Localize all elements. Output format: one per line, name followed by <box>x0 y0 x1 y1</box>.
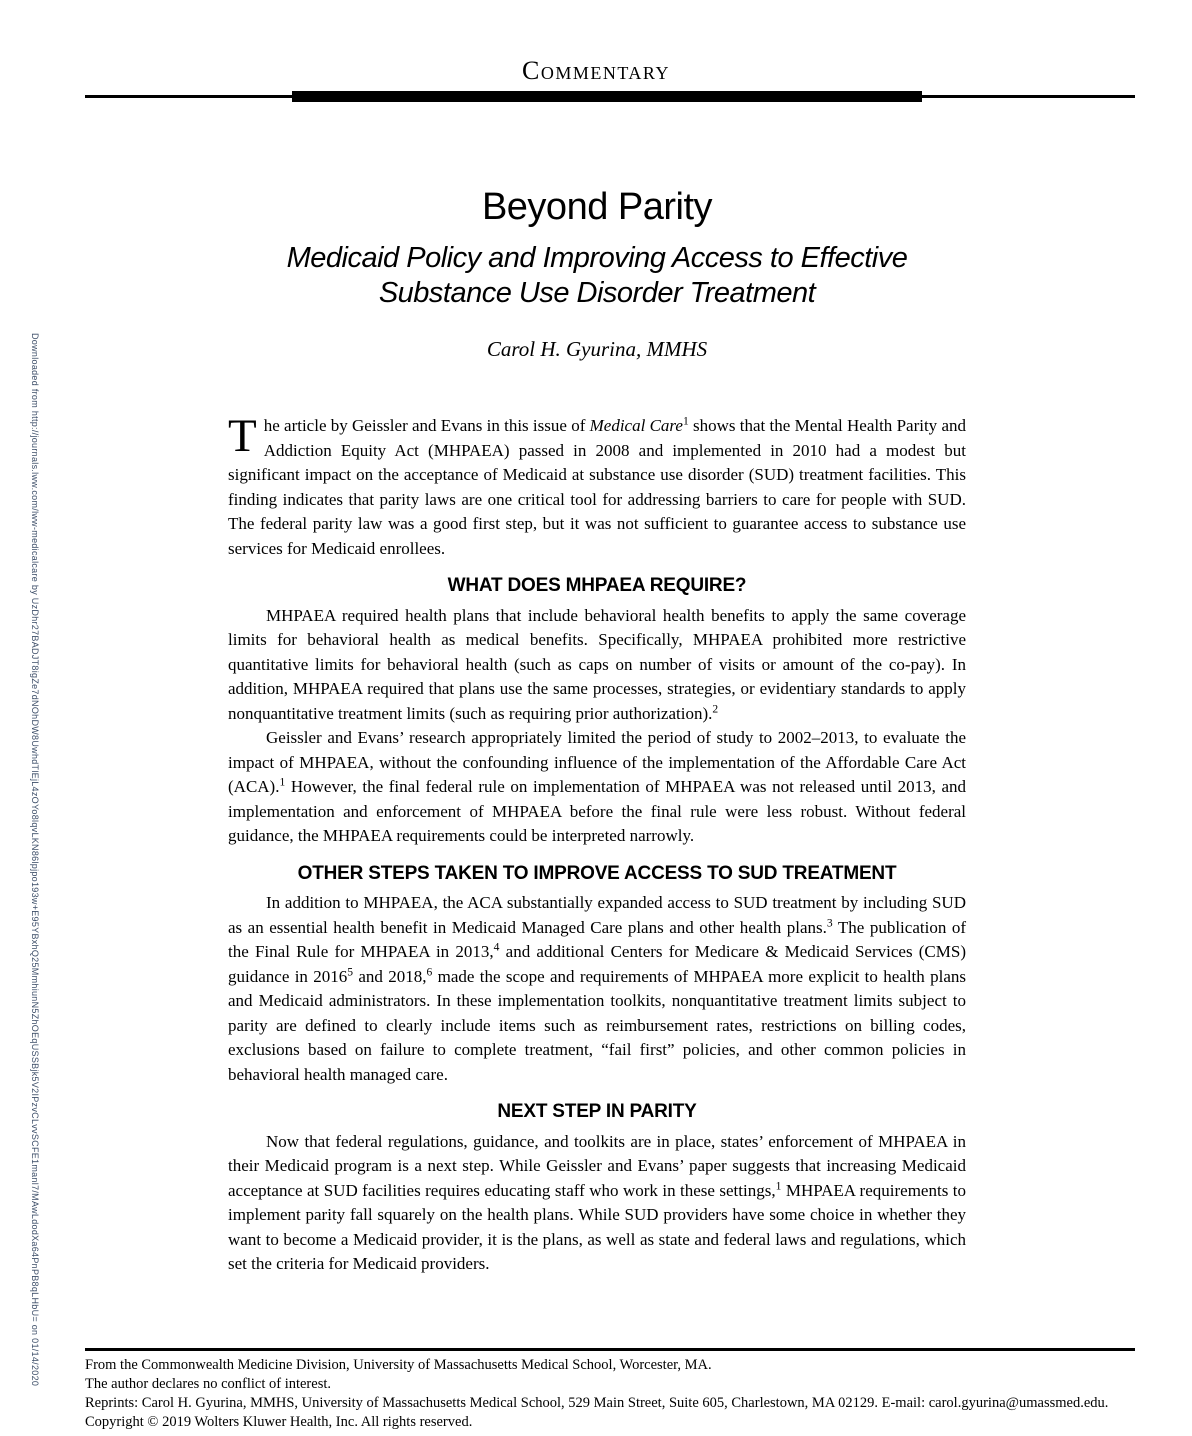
header-rule <box>85 91 1135 102</box>
reference-superscript: 1 <box>279 775 286 789</box>
text-run: In addition to MHPAEA, the ACA substantially expanded access to SUD treatment by including SUD as an essential health benefit in Medicaid Managed Care plans and other health plans. <box>228 893 966 937</box>
reference-superscript: 4 <box>493 940 500 954</box>
reference-superscript: 1 <box>775 1178 782 1192</box>
text-run: Now that federal regulations, guidance, and toolkits are in place, states’ enforcement of MHPAEA in their Medicaid program is a next step. While Geissler and Evans’ paper suggests that increasing Medicaid acceptance at SUD facilities requires educating staff who work in these settings, <box>228 1131 966 1200</box>
italic-text: Medical Care <box>589 416 683 435</box>
footnote-line: From the Commonwealth Medicine Division, University of Massachusetts Medical School, Worcester, MA. <box>85 1357 712 1373</box>
text-run: MHPAEA required health plans that include behavioral health benefits to apply the same coverage limits for behavioral health as medical benefits. Specifically, MHPAEA prohibited more restrictive quantitative limits for behavioral health (such as caps on number of visits or amount of the co-pay). In addition, MHPAEA required that plans use the same processes, strategies, or evidentiary standards to apply nonquantitative treatment limits (such as requiring prior authorization). <box>228 605 966 723</box>
text-run: Geissler and Evans’ research appropriately limited the period of study to 2002–2013, to evaluate the impact of MHPAEA, without the confounding influence of the implementation of the Affordable Care Act (ACA). <box>228 728 966 796</box>
drop-cap: T <box>228 410 257 462</box>
footnote-line: The author declares no conflict of interest. <box>85 1376 331 1392</box>
article-title: Beyond Parity <box>481 186 713 228</box>
download-watermark: Downloaded from http://journals.lww.com/lww-medicalcare by UzDhr27BADJT8igZe7dNOhDW8UwhdTlEjL4zOYo8lqvLKN86lpjpo193w+E95YBxhQ25MmhiunN5ZhOEqUSSBjk5V2IPzvCLvvSCFE1manl7/MAwLdodXa64PnPB8qLHbU= on 01/14/2020 <box>30 333 40 1387</box>
paragraph <box>228 891 966 1087</box>
reference-superscript: 6 <box>426 964 433 978</box>
article-subtitle-line-1: Medicaid Policy and Improving Access to Effective <box>286 242 908 274</box>
footnote-rule <box>85 1348 1135 1351</box>
section-heading: WHAT DOES MHPAEA REQUIRE? <box>447 575 747 596</box>
article-subtitle <box>228 241 966 311</box>
text-run: The publication of the Final Rule for MHPAEA in 2013, <box>228 917 966 961</box>
text-run: and 2018, <box>353 966 427 986</box>
section-heading: NEXT STEP IN PARITY <box>497 1101 697 1122</box>
reference-superscript: 2 <box>712 701 719 715</box>
article-body <box>228 410 966 1277</box>
article-column <box>228 186 966 1277</box>
paragraph <box>228 604 966 727</box>
text-run: and additional Centers for Medicare & Medicaid Services (CMS) guidance in 2016 <box>228 942 966 986</box>
text-run: However, the final federal rule on implementation of MHPAEA was not released until 2013, and implementation and enforcement of MHPAEA before the final rule were less robust. Without federal guidance, the MHPAEA requirements could be interpreted narrowly. <box>228 777 966 845</box>
footnote-line: Reprints: Carol H. Gyurina, MMHS, University of Massachusetts Medical School, 529 Main Street, Suite 605, Charlestown, MA 02129. E-mail: carol.gyurina@umassmed.edu. <box>85 1395 1109 1411</box>
running-head-category: COMMENTARY <box>522 56 670 85</box>
author-name: Carol H. Gyurina, MMHS <box>486 337 708 361</box>
footnote-line: Copyright © 2019 Wolters Kluwer Health, Inc. All rights reserved. <box>85 1414 473 1430</box>
footnotes <box>85 1356 1135 1432</box>
text-run: shows that the Mental Health Parity and Addiction Equity Act (MHPAEA) passed in 2008 and implemented in 2010 had a modest but significant impact on the acceptance of Medicaid at substance use disorder (SUD) treatment facilities. This finding indicates that parity laws are one critical tool for addressing barriers to care for people with SUD. The federal parity law was a good first step, but it was not sufficient to guarantee access to substance use services for Medicaid enrollees. <box>228 416 966 558</box>
text-run: made the scope and requirements of MHPAEA more explicit to health plans and Medicaid administrators. In these implementation toolkits, nonquantitative treatment limits subject to parity are defined to clearly include items such as reimbursement rates, restrictions on billing codes, exclusions based on failure to complete treatment, “fail first” policies, and other common policies in behavioral health managed care. <box>228 966 966 1084</box>
paragraph <box>228 726 966 849</box>
reference-superscript: 5 <box>347 964 354 978</box>
article-subtitle-line-2: Substance Use Disorder Treatment <box>378 277 816 309</box>
header-rule-thick <box>292 91 922 102</box>
paragraph <box>228 1130 966 1277</box>
section-heading: OTHER STEPS TAKEN TO IMPROVE ACCESS TO SUD TREATMENT <box>297 862 897 884</box>
text-run: he article by Geissler and Evans in this issue of <box>263 416 590 435</box>
paragraph <box>228 410 966 561</box>
reference-superscript: 3 <box>826 915 833 929</box>
footnote-block <box>85 1348 1135 1432</box>
text-run: MHPAEA requirements to implement parity fall squarely on the health plans. While SUD providers have some choice in whether they want to become a Medicaid provider, it is the plans, as well as state and federal laws and regulations, which set the criteria for Medicaid providers. <box>228 1180 966 1273</box>
reference-superscript: 1 <box>682 414 689 428</box>
